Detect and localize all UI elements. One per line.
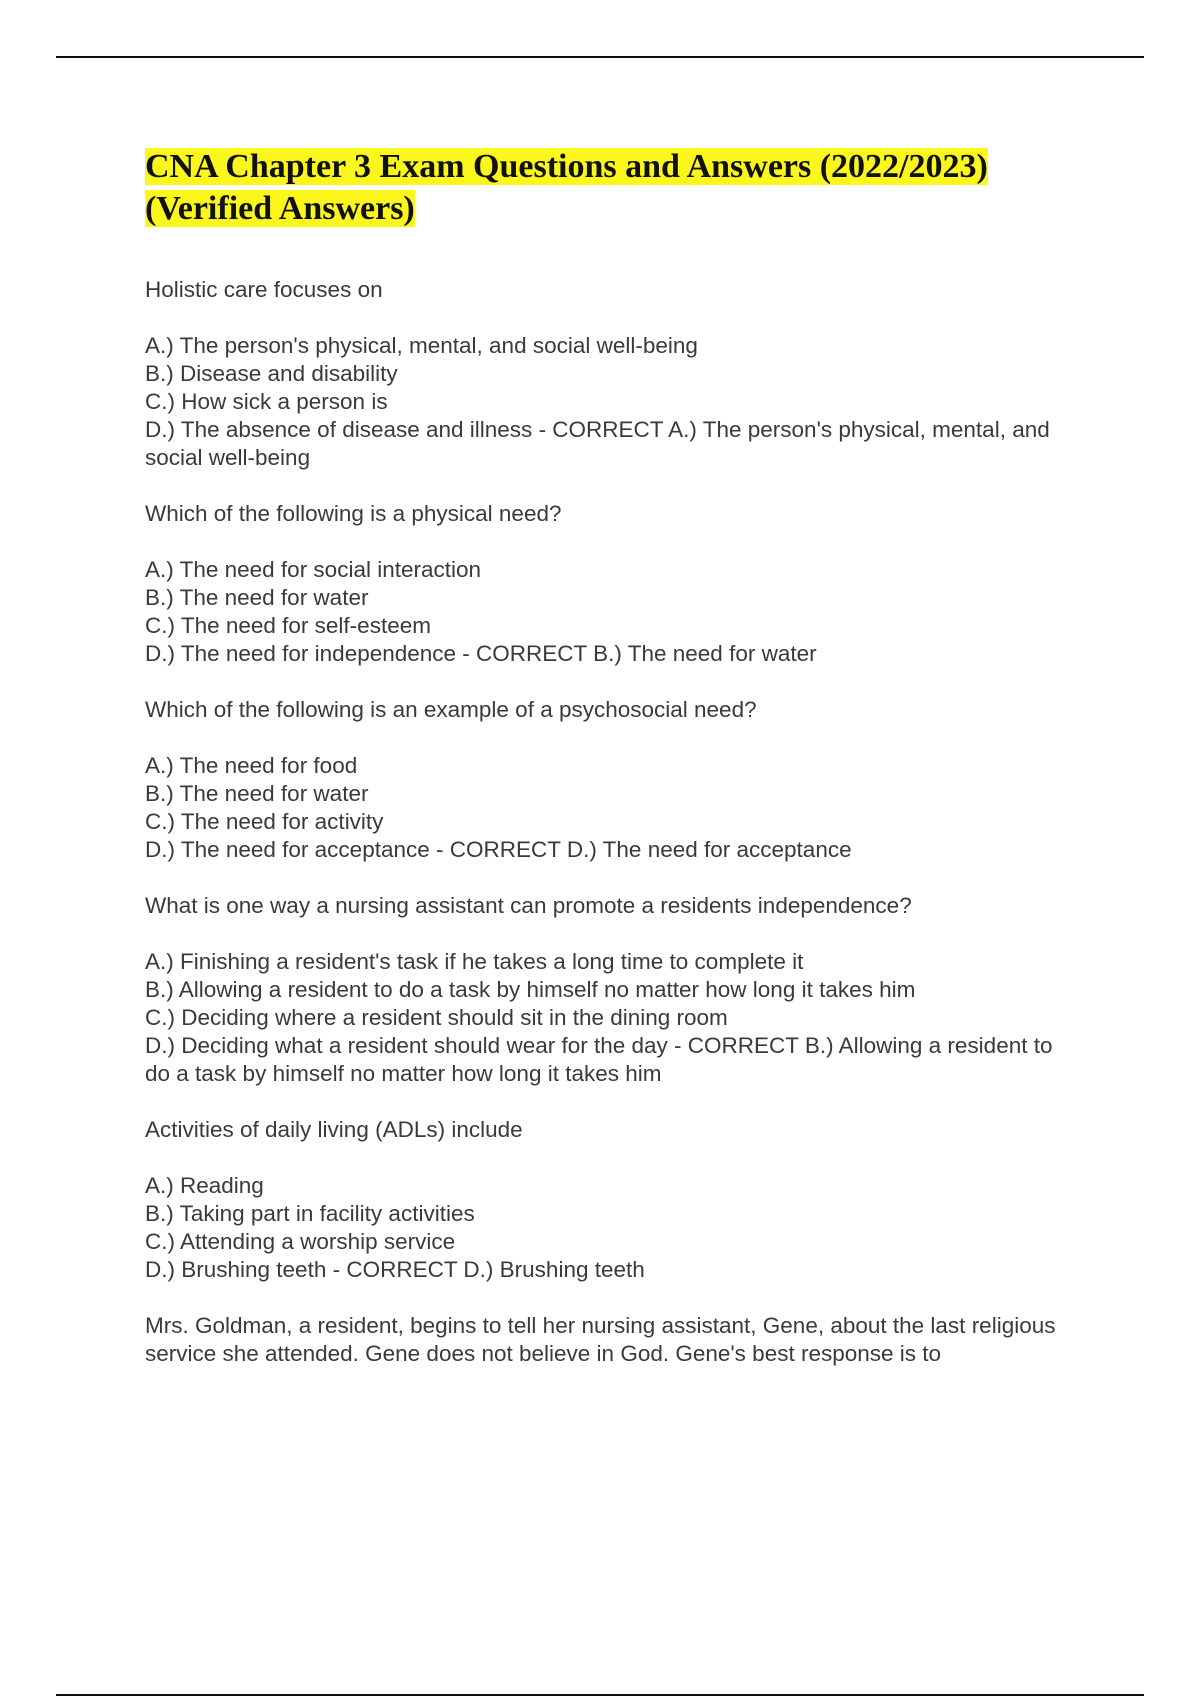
title-line-2: (Verified Answers) [145,190,415,227]
top-rule [56,56,1144,58]
answer-option-c: C.) The need for activity [145,809,384,834]
question-text: Activities of daily living (ADLs) include [145,1117,523,1142]
answer-option-c: C.) How sick a person is [145,389,388,414]
answer-option-d: D.) The need for acceptance - CORRECT D.) The need for acceptance [145,837,852,862]
answer-option-d: D.) The need for independence - CORRECT B.) The need for water [145,641,817,666]
answer-option-d: D.) Brushing teeth - CORRECT D.) Brushing teeth [145,1257,645,1282]
question-text: Mrs. Goldman, a resident, begins to tell her nursing assistant, Gene, about the last religious service she attended. Gene does not believe in God. Gene's best response is to [145,1313,1056,1366]
question-block [145,1116,1075,1284]
question-block [145,696,1075,864]
answer-option-c: C.) The need for self-esteem [145,613,431,638]
answer-option-b: B.) Allowing a resident to do a task by himself no matter how long it takes him [145,977,916,1002]
answer-option-a: A.) The need for social interaction [145,557,482,582]
answer-option-b: B.) Disease and disability [145,361,398,386]
answer-option-a: A.) Finishing a resident's task if he takes a long time to complete it [145,949,804,974]
document-title [145,146,1075,230]
answer-option-a: A.) The person's physical, mental, and social well-being [145,333,698,358]
answer-option-a: A.) Reading [145,1173,264,1198]
document-body [145,146,1075,1396]
answer-option-d: D.) The absence of disease and illness - CORRECT A.) The person's physical, mental, and social well-being [145,417,1050,470]
answer-option-d: D.) Deciding what a resident should wear for the day - CORRECT B.) Allowing a resident to do a task by himself no matter how long it takes him [145,1033,1053,1086]
answer-option-c: C.) Attending a worship service [145,1229,456,1254]
answer-option-b: B.) The need for water [145,781,369,806]
title-line-1: CNA Chapter 3 Exam Questions and Answers (2022/2023) [145,148,988,185]
question-block [145,500,1075,668]
question-block [145,276,1075,472]
question-block [145,892,1075,1088]
answer-option-b: B.) Taking part in facility activities [145,1201,475,1226]
answer-option-a: A.) The need for food [145,753,358,778]
answer-option-b: B.) The need for water [145,585,369,610]
answer-option-c: C.) Deciding where a resident should sit in the dining room [145,1005,728,1030]
question-text: Which of the following is a physical need? [145,501,562,526]
question-text: Which of the following is an example of a psychosocial need? [145,697,757,722]
question-list [145,276,1075,1368]
question-text: Holistic care focuses on [145,277,383,302]
bottom-rule [56,1694,1144,1696]
question-text: What is one way a nursing assistant can promote a residents independence? [145,893,912,918]
question-block [145,1312,1075,1368]
